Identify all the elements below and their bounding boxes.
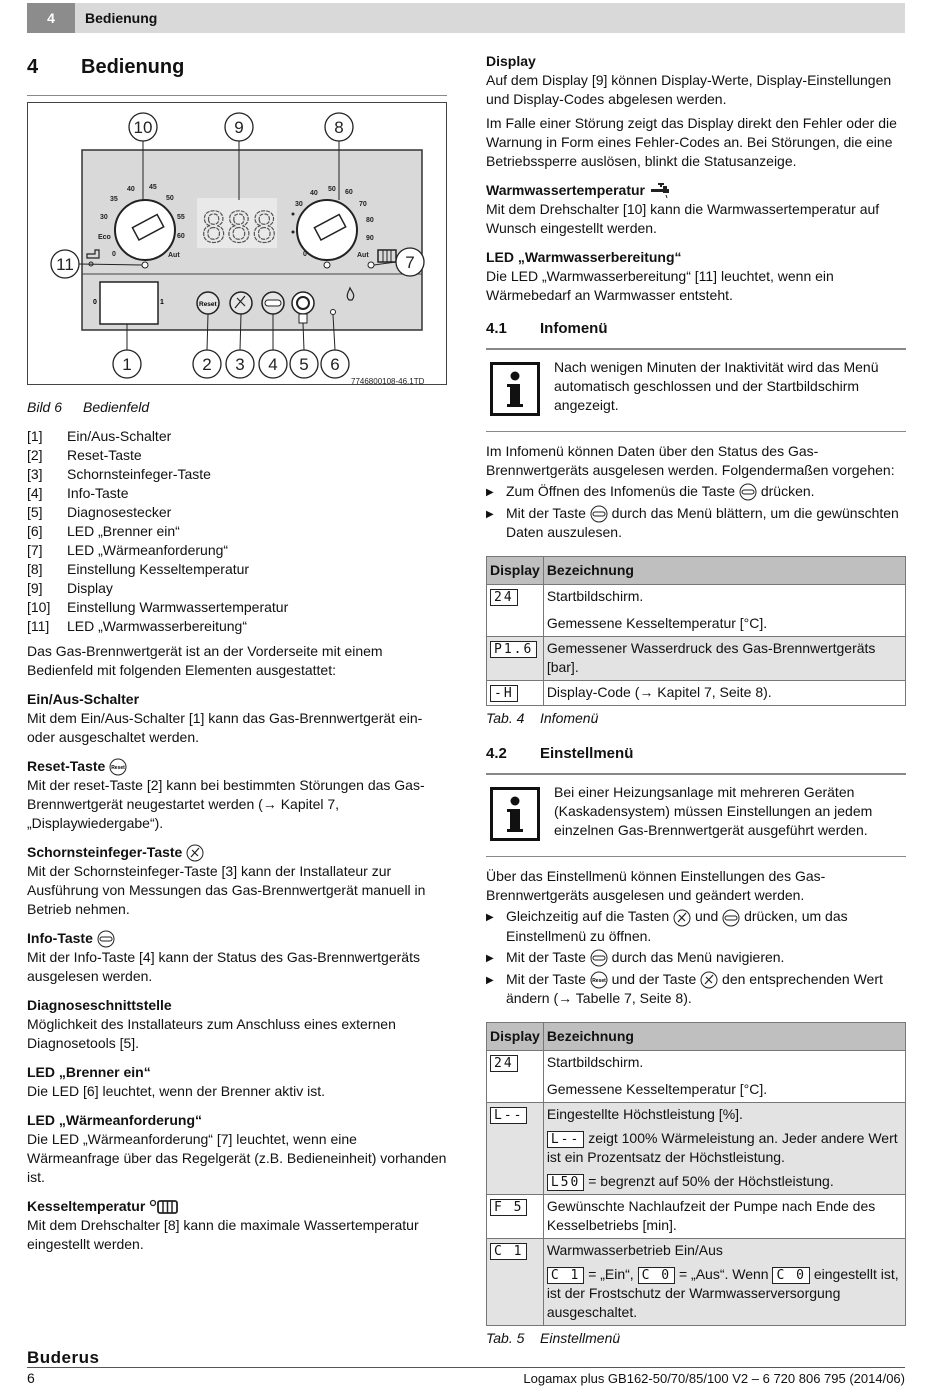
info-button-icon xyxy=(590,949,608,967)
block-title-led-warmwasser: LED „Warmwasserbereitung“ xyxy=(486,249,682,265)
dial10-label: 60 xyxy=(177,233,185,240)
dial10-label: 35 xyxy=(110,196,118,203)
dial8-label: 70 xyxy=(359,201,367,208)
table-row: L50 = begrenzt auf 50% der Höchstleistung. xyxy=(487,1170,906,1195)
dial8-label: 0 xyxy=(303,251,307,258)
legend-item: [7] LED „Wärmeanforderung“ xyxy=(27,542,229,558)
dial10-label: 45 xyxy=(149,184,157,191)
table-row: Gemessene Kesseltemperatur [°C]. xyxy=(487,609,906,637)
left-column xyxy=(27,55,447,1254)
callout-10: 10 xyxy=(133,118,153,137)
reset-button-icon xyxy=(109,758,127,776)
table-infomenue xyxy=(486,556,906,706)
callout-7: 7 xyxy=(405,253,415,272)
control-panel-figure xyxy=(27,102,447,392)
legend-item: [3] Schornsteinfeger-Taste xyxy=(27,466,211,482)
dial10-label: 50 xyxy=(166,195,174,202)
info-button-icon xyxy=(590,505,608,523)
table-row: L-- zeigt 100% Wärmeleistung an. Jeder andere Wert ist ein Prozentsatz der Höchstleistung. xyxy=(487,1127,906,1170)
section-heading xyxy=(27,55,447,96)
dial10-label: 30 xyxy=(100,214,108,221)
text-4-2: Über das Einstellmenü können Einstellungen des Gas-Brennwertgeräts ausgelesen und geändert werden. xyxy=(486,868,826,904)
steps-4-1 xyxy=(486,482,906,542)
table4-header-bezeichnung: Bezeichnung xyxy=(543,557,905,585)
legend-item: [2] Reset-Taste xyxy=(27,447,142,463)
step-item: ▶ Mit der Taste Reset und der Taste den entsprechenden Wert ändern (→ Tabelle 7, Seite 8). xyxy=(486,970,883,1006)
callout-3: 3 xyxy=(235,355,245,374)
chimney-sweep-icon xyxy=(186,844,204,862)
dial8-label: 60 xyxy=(345,189,353,196)
step-item: ▶ Gleichzeitig auf die Tasten und drücken, um das Einstellmenü zu öffnen. xyxy=(486,908,848,944)
block-text-led-brenner: Die LED [6] leuchtet, wenn der Brenner aktiv ist. xyxy=(27,1083,326,1099)
control-panel-drawing xyxy=(27,102,447,392)
dial10-label: 40 xyxy=(127,186,135,193)
table-row: L-- Eingestellte Höchstleistung [%]. xyxy=(487,1102,906,1127)
table5-caption: Tab. 5 Einstellmenü xyxy=(486,1329,621,1346)
dial8-label: 40 xyxy=(310,190,318,197)
reset-button-icon xyxy=(590,971,608,989)
callout-9: 9 xyxy=(234,118,244,137)
block-title-ein-aus: Ein/Aus-Schalter xyxy=(27,691,140,707)
dial8-label: 90 xyxy=(366,235,374,242)
figure-caption-title: Bedienfeld xyxy=(83,399,150,415)
figure-caption xyxy=(27,398,447,417)
step-item: ▶ Zum Öffnen des Infomenüs die Taste drücken. xyxy=(486,482,906,502)
legend-item: [11] LED „Warmwasserbereitung“ xyxy=(27,618,247,634)
callout-2: 2 xyxy=(202,355,212,374)
intro-text: Das Gas-Brennwertgerät ist an der Vorderseite mit einem Bedienfeld mit folgenden Elementen ausgestattet: xyxy=(27,643,383,678)
table5-header-bezeichnung: Bezeichnung xyxy=(543,1022,905,1050)
reset-button-label: Reset xyxy=(199,301,217,308)
footer-divider xyxy=(27,1367,905,1368)
info-note-text-4-2: Bei einer Heizungsanlage mit mehreren Geräten (Kaskadensystem) müssen Einstellungen an jedem einzelnen Gas-Brennwertgerät ausgeführt werden. xyxy=(554,784,873,839)
block-text-led-waerme: Die LED „Wärmeanforderung“ [7] leuchtet, wenn eine Wärmeanfrage über das Regelgerät (z.B. Bedieneinheit) vorhanden ist. xyxy=(27,1131,447,1185)
header-chapter-number: 4 xyxy=(27,3,75,33)
table-row: -H Display-Code (→ Kapitel 7, Seite 8). xyxy=(487,681,906,706)
tap-icon xyxy=(649,183,671,199)
block-text-reset: Mit der reset-Taste [2] kann bei bestimmten Störungen das Gas-Brennwertgerät neugestartet werden (→ Kapitel 7, „Displaywiedergabe“). xyxy=(27,777,425,831)
callout-4: 4 xyxy=(268,355,278,374)
block-text-schornstein: Mit der Schornsteinfeger-Taste [3] kann der Installateur zur Ausführung von Messungen das Gas-Brennwertgerät manuell in Betrieb nehmen. xyxy=(27,863,426,917)
dial10-label: Eco xyxy=(98,234,111,241)
header-chapter-title: Bedienung xyxy=(85,10,158,26)
callout-8: 8 xyxy=(334,118,344,137)
dial8-label: 80 xyxy=(366,217,374,224)
table-row: 24 Startbildschirm. xyxy=(487,1050,906,1075)
block-title-led-brenner: LED „Brenner ein“ xyxy=(27,1064,151,1080)
chimney-sweep-icon xyxy=(673,909,691,927)
legend-item: [1] Ein/Aus-Schalter xyxy=(27,428,172,444)
info-button-icon xyxy=(722,909,740,927)
block-title-diagnose: Diagnoseschnittstelle xyxy=(27,997,172,1013)
dial10-label: 0 xyxy=(112,251,116,258)
block-title-led-waerme: LED „Wärmeanforderung“ xyxy=(27,1112,203,1128)
table-row: C 1 Warmwasserbetrieb Ein/Aus xyxy=(487,1238,906,1263)
segment-display-digits: 888 xyxy=(201,203,277,252)
block-title-schornstein: Schornsteinfeger-Taste xyxy=(27,843,447,862)
switch-label-on: 1 xyxy=(160,299,164,306)
boiler-temperature-icon xyxy=(149,1199,179,1215)
dial8-label: 50 xyxy=(328,186,336,193)
info-button-icon xyxy=(97,930,115,948)
running-header xyxy=(27,3,905,33)
chimney-sweep-icon xyxy=(700,971,718,989)
legend-item: [5] Diagnosestecker xyxy=(27,504,172,520)
table5-header-display: Display xyxy=(487,1022,544,1050)
table-einstellmenue xyxy=(486,1022,906,1326)
block-title-info: Info-Taste xyxy=(27,929,447,948)
page-number: 6 xyxy=(27,1370,35,1386)
legend-item: [6] LED „Brenner ein“ xyxy=(27,523,180,539)
info-icon xyxy=(490,787,540,841)
led-brenner xyxy=(331,310,336,315)
table-row: P1.6 Gemessener Wasserdruck des Gas-Brennwertgeräts [bar]. xyxy=(487,637,906,681)
chimney-sweep-button-drawing xyxy=(230,292,252,314)
steps-4-2 xyxy=(486,907,906,1008)
block-text-ein-aus: Mit dem Ein/Aus-Schalter [1] kann das Gas-Brennwertgerät ein- oder ausgeschaltet werden. xyxy=(27,710,423,745)
led-warmwasser xyxy=(142,262,148,268)
block-text-warmwasser: Mit dem Drehschalter [10] kann die Warmwassertemperatur auf Wunsch eingestellt werden. xyxy=(486,201,880,236)
block-text-display-2: Im Falle einer Störung zeigt das Display direkt den Fehler oder die Warnung in Form eines Fehler-Codes an. Bei Störungen, die eine Betriebssperre auslösen, blinkt die Statusanzeige. xyxy=(486,115,897,169)
led-waermeanforderung xyxy=(368,262,374,268)
led-kessel xyxy=(324,262,330,268)
subsection-heading-4-1: 4.1 Infomenü xyxy=(486,319,906,349)
figure-caption-number: Bild 6 xyxy=(27,399,63,415)
block-text-info: Mit der Info-Taste [4] kann der Status des Gas-Brennwertgeräts ausgelesen werden. xyxy=(27,949,420,984)
info-note-4-2 xyxy=(486,774,906,857)
dial8-label: Aut xyxy=(357,252,369,259)
info-icon xyxy=(490,362,540,416)
svg-text:Reset: Reset xyxy=(591,977,606,984)
dial10-label: 55 xyxy=(177,214,185,221)
legend-item: [10] Einstellung Warmwassertemperatur xyxy=(27,599,289,615)
legend-item: [9] Display xyxy=(27,580,113,596)
info-button-icon xyxy=(739,483,757,501)
section-number: 4 xyxy=(27,56,39,78)
subsection-heading-4-2: 4.2 Einstellmenü xyxy=(486,744,906,774)
callout-5: 5 xyxy=(299,355,309,374)
document-reference: Logamax plus GB162-50/70/85/100 V2 – 6 720 806 795 (2014/06) xyxy=(523,1371,905,1386)
block-text-led-warmwasser: Die LED „Warmwasserbereitung“ [11] leuchtet, wenn ein Wärmebedarf an Warmwasser entsteht. xyxy=(486,268,834,303)
table-row: 24 Startbildschirm. xyxy=(487,585,906,610)
dial10-label: Aut xyxy=(168,252,180,259)
brand-logo: Buderus xyxy=(27,1348,100,1367)
section-title: Bedienung xyxy=(81,56,185,78)
figure-legend xyxy=(27,427,447,636)
block-text-kessel: Mit dem Drehschalter [8] kann die maximale Wassertemperatur eingestellt werden. xyxy=(27,1217,419,1252)
table4-header-display: Display xyxy=(487,557,544,585)
info-note-text-4-1: Nach wenigen Minuten der Inaktivität wird das Menü automatisch geschlossen und der Startbildschirm angezeigt. xyxy=(554,359,879,413)
callout-1: 1 xyxy=(122,355,132,374)
callout-6: 6 xyxy=(330,355,340,374)
block-title-display: Display xyxy=(486,53,536,69)
svg-text:Reset: Reset xyxy=(111,764,126,771)
table-row: F 5 Gewünschte Nachlaufzeit der Pumpe nach Ende des Kesselbetriebs [min]. xyxy=(487,1194,906,1238)
step-item: ▶ Mit der Taste durch das Menü blättern, um die gewünschten Daten auszulesen. xyxy=(486,505,899,541)
block-text-display-1: Auf dem Display [9] können Display-Werte, Display-Einstellungen und Display-Codes abgelesen werden. xyxy=(486,72,892,107)
table-row: Gemessene Kesseltemperatur [°C]. xyxy=(487,1075,906,1103)
text-4-1: Im Infomenü können Daten über den Status des Gas-Brennwertgeräts ausgelesen werden. Folgendermaßen vorgehen: xyxy=(486,443,895,478)
block-text-diagnose: Möglichkeit des Installateurs zum Anschluss eines externen Diagnosetools [5]. xyxy=(27,1016,396,1051)
dial8-label: 30 xyxy=(295,201,303,208)
legend-item: [4] Info-Taste xyxy=(27,485,129,501)
right-column xyxy=(486,52,906,1348)
step-item: ▶ Mit der Taste durch das Menü navigieren. xyxy=(486,948,906,968)
block-title-warmwasser: Warmwassertemperatur xyxy=(486,181,906,200)
switch-label-off: 0 xyxy=(93,299,97,306)
legend-item: [8] Einstellung Kesseltemperatur xyxy=(27,561,250,577)
callout-11: 11 xyxy=(56,255,74,274)
figure-code: 7746800108-46.1TD xyxy=(351,377,425,386)
info-note-4-1 xyxy=(486,349,906,432)
block-title-reset: Reset-Taste Reset xyxy=(27,757,447,776)
table4-caption: Tab. 4 Infomenü xyxy=(486,710,599,727)
block-title-kessel: Kesseltemperatur xyxy=(27,1197,447,1216)
table-row: C 1 = „Ein“, C 0 = „Aus“. Wenn C 0 eingestellt ist, ist der Frostschutz der Warmwasserversorgung ausgeschaltet. xyxy=(487,1263,906,1326)
on-off-switch xyxy=(100,282,158,324)
